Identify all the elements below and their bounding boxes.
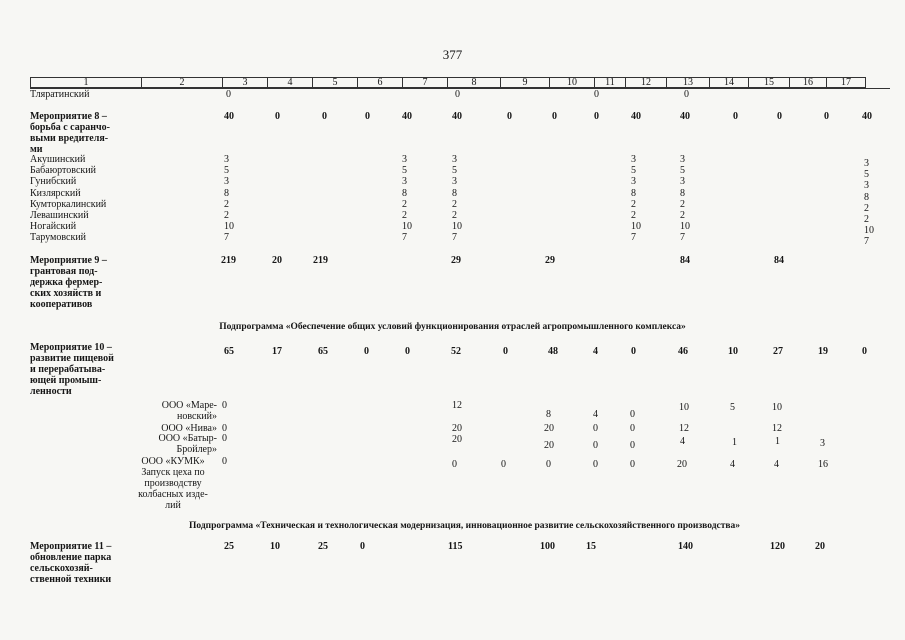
cell-value: 3: [864, 158, 869, 169]
cell-value: 0: [594, 89, 599, 100]
cell-value: 0: [593, 459, 598, 470]
cell-value: 5: [224, 165, 229, 177]
cell-value: 3: [631, 176, 636, 188]
company-name: [128, 456, 218, 511]
company-name-line: ООО «КУМК»: [141, 456, 205, 467]
cell-value: 0: [862, 346, 867, 357]
cell-value: 27: [773, 346, 783, 357]
cell-value: 0: [364, 346, 369, 357]
title-line: развитие пищевой: [30, 353, 114, 364]
col-header-16: 16: [790, 78, 827, 88]
cell-value: 4: [730, 459, 735, 470]
cell-value: 3: [224, 176, 229, 188]
cell-value: 10: [402, 221, 412, 233]
cell-value: 0: [222, 423, 227, 434]
district-values-col3: [224, 154, 234, 244]
company-name-line: Запуск цеха по: [141, 467, 205, 478]
district-values-col8: [452, 154, 462, 244]
title-line: и перерабатыва-: [30, 364, 106, 375]
title-line: борьба с саранчо-: [30, 122, 111, 133]
cell-value: 17: [272, 346, 282, 357]
cell-value: 3: [402, 176, 407, 188]
col-header-14: 14: [710, 78, 749, 88]
cell-value: 46: [678, 346, 688, 357]
cell-value: 2: [402, 210, 407, 222]
cell-value: 8: [402, 187, 407, 199]
company-name-line: ООО «Батыр-: [158, 433, 217, 444]
title-line: Мероприятие 9 –: [30, 255, 107, 266]
cell-value: 0: [222, 433, 227, 444]
district-name: Кизлярский: [30, 187, 81, 199]
col-header-13: 13: [667, 78, 710, 88]
cell-value: 3: [631, 154, 636, 165]
company-name-line: ООО «Маре-: [161, 400, 217, 411]
cell-value: 2: [224, 198, 229, 210]
cell-value: 20: [452, 423, 462, 434]
subprogram-heading: Подпрограмма «Техническая и технологическая модернизация, инновационное развитие сельскохозяйственного производства»: [188, 521, 741, 531]
district-name: Ногайский: [30, 221, 77, 233]
cell-value: 12: [452, 400, 462, 411]
cell-value: 0: [546, 459, 551, 470]
cell-value: 7: [864, 236, 869, 248]
cell-value: 3: [864, 180, 869, 192]
company-name-line: производству: [144, 478, 202, 489]
cell-value: 8: [631, 187, 636, 199]
cell-value: 0: [684, 89, 689, 100]
cell-value: 3: [680, 176, 685, 188]
cell-value: 3: [224, 154, 229, 165]
cell-value: 0: [365, 111, 370, 122]
col-header-3: 3: [223, 78, 268, 88]
cell-value: 7: [452, 232, 457, 244]
company-name-line: ООО «Нива»: [161, 423, 217, 434]
cell-value: 2: [680, 198, 685, 210]
title-line: выми вредителя-: [30, 133, 109, 144]
cell-value: 10: [680, 221, 690, 233]
cell-value: 15: [586, 541, 596, 552]
district-name: Тляратинский: [30, 89, 90, 100]
cell-value: 0: [455, 89, 460, 100]
district-values-col17: [864, 158, 874, 248]
cell-value: 48: [548, 346, 558, 357]
cell-value: 0: [824, 111, 829, 122]
cell-value: 10: [270, 541, 280, 552]
cell-value: 140: [678, 541, 693, 552]
title-line: ющей промыш-: [30, 375, 102, 386]
cell-value: 115: [448, 541, 463, 552]
cell-value: 7: [224, 232, 229, 244]
cell-value: 2: [402, 198, 407, 210]
district-name: Кумторкалинский: [30, 198, 107, 210]
cell-value: 20: [815, 541, 825, 552]
cell-value: 25: [318, 541, 328, 552]
cell-value: 3: [820, 438, 825, 449]
cell-value: 2: [864, 202, 869, 214]
cell-value: 52: [451, 346, 461, 357]
col-header-6: 6: [358, 78, 403, 88]
cell-value: 5: [631, 165, 636, 177]
cell-value: 40: [452, 111, 462, 122]
col-header-5: 5: [313, 78, 358, 88]
cell-value: 0: [630, 423, 635, 434]
cell-value: 219: [313, 255, 328, 266]
cell-value: 0: [507, 111, 512, 122]
cell-value: 0: [594, 111, 599, 122]
cell-value: 20: [544, 423, 554, 434]
cell-value: 10: [728, 346, 738, 357]
cell-value: 40: [402, 111, 412, 122]
cell-value: 20: [544, 440, 554, 451]
col-header-10: 10: [550, 78, 595, 88]
subprogram-heading: Подпрограмма «Обеспечение общих условий функционирования отраслей агропромышленного комплекса»: [219, 322, 686, 332]
cell-value: 10: [772, 402, 782, 413]
cell-value: 20: [272, 255, 282, 266]
col-header-9: 9: [501, 78, 550, 88]
cell-value: 8: [864, 191, 869, 203]
district-name: Левашинский: [30, 210, 89, 222]
cell-value: 5: [680, 165, 685, 177]
cell-value: 3: [452, 176, 457, 188]
cell-value: 1: [732, 437, 737, 448]
cell-value: 10: [224, 221, 234, 233]
title-line: кооперативов: [30, 299, 93, 310]
col-header-15: 15: [749, 78, 790, 88]
cell-value: 2: [631, 210, 636, 222]
title-line: грантовая под-: [30, 266, 98, 277]
activity-title: [30, 255, 107, 310]
title-line: Мероприятие 8 –: [30, 111, 107, 122]
cell-value: 7: [680, 232, 685, 244]
cell-value: 40: [862, 111, 872, 122]
cell-value: 0: [631, 346, 636, 357]
cell-value: 0: [501, 459, 506, 470]
company-name-line: лий: [165, 500, 181, 511]
cell-value: 3: [680, 154, 685, 165]
district-values-col12: [631, 154, 641, 244]
cell-value: 40: [631, 111, 641, 122]
header-rule: [30, 88, 890, 89]
title-line: ленности: [30, 386, 72, 397]
col-header-2: 2: [142, 78, 223, 88]
activity-title: [30, 342, 114, 397]
cell-value: 0: [733, 111, 738, 122]
district-name: Тарумовский: [30, 232, 87, 244]
cell-value: 219: [221, 255, 236, 266]
col-header-11: 11: [595, 78, 626, 88]
company-name-line: Бройлер»: [176, 444, 217, 455]
title-line: ственной техники: [30, 574, 112, 585]
cell-value: 8: [680, 187, 685, 199]
title-line: сельскохозяй-: [30, 563, 93, 574]
cell-value: 2: [452, 198, 457, 210]
cell-value: 7: [402, 232, 407, 244]
cell-value: 5: [402, 165, 407, 177]
title-line: Мероприятие 11 –: [30, 541, 112, 552]
cell-value: 10: [864, 225, 874, 237]
cell-value: 4: [593, 409, 598, 420]
cell-value: 0: [360, 541, 365, 552]
cell-value: 65: [318, 346, 328, 357]
cell-value: 29: [545, 255, 555, 266]
activity-title: [30, 111, 110, 155]
cell-value: 0: [275, 111, 280, 122]
cell-value: 65: [224, 346, 234, 357]
cell-value: 5: [864, 169, 869, 181]
cell-value: 0: [630, 409, 635, 420]
activity-title: [30, 541, 111, 585]
cell-value: 40: [224, 111, 234, 122]
cell-value: 29: [451, 255, 461, 266]
cell-value: 16: [818, 459, 828, 470]
page-number: 377: [442, 47, 463, 62]
cell-value: 8: [546, 409, 551, 420]
company-name: [115, 433, 217, 455]
district-list: [30, 154, 106, 244]
title-line: Мероприятие 10 –: [30, 342, 112, 353]
col-header-12: 12: [626, 78, 667, 88]
col-header-8: 8: [448, 78, 501, 88]
cell-value: 3: [452, 154, 457, 165]
cell-value: 12: [679, 423, 689, 434]
cell-value: 3: [402, 154, 407, 165]
cell-value: 10: [679, 402, 689, 413]
company-name-line: новский»: [176, 411, 217, 422]
cell-value: 0: [630, 440, 635, 451]
column-header-row: [30, 77, 866, 88]
cell-value: 25: [224, 541, 234, 552]
district-name: Акушинский: [30, 154, 86, 165]
col-header-7: 7: [403, 78, 448, 88]
cell-value: 8: [452, 187, 457, 199]
cell-value: 0: [593, 423, 598, 434]
cell-value: 120: [770, 541, 785, 552]
cell-value: 4: [680, 436, 685, 447]
cell-value: 10: [452, 221, 462, 233]
col-header-1: 1: [31, 78, 142, 88]
cell-value: 0: [552, 111, 557, 122]
cell-value: 0: [222, 456, 227, 467]
cell-value: 2: [631, 198, 636, 210]
cell-value: 2: [864, 214, 869, 226]
title-line: держка фермер-: [30, 277, 103, 288]
cell-value: 1: [775, 436, 780, 447]
district-name: Гунибский: [30, 176, 77, 188]
col-header-17: 17: [827, 78, 866, 88]
cell-value: 5: [452, 165, 457, 177]
district-values-col7: [402, 154, 412, 244]
cell-value: 84: [774, 255, 784, 266]
cell-value: 0: [322, 111, 327, 122]
cell-value: 8: [224, 187, 229, 199]
cell-value: 100: [540, 541, 555, 552]
cell-value: 2: [680, 210, 685, 222]
cell-value: 20: [677, 459, 687, 470]
cell-value: 0: [593, 440, 598, 451]
district-name: Бабаюртовский: [30, 165, 96, 177]
col-header-4: 4: [268, 78, 313, 88]
cell-value: 0: [503, 346, 508, 357]
cell-value: 12: [772, 423, 782, 434]
company-name-line: колбасных изде-: [138, 489, 208, 500]
cell-value: 5: [730, 402, 735, 413]
cell-value: 0: [630, 459, 635, 470]
cell-value: 4: [593, 346, 598, 357]
company-name: [115, 400, 217, 422]
cell-value: 0: [452, 459, 457, 470]
cell-value: 4: [774, 459, 779, 470]
title-line: обновление парка: [30, 552, 112, 563]
cell-value: 0: [226, 89, 231, 100]
district-values-col13: [680, 154, 690, 244]
cell-value: 0: [777, 111, 782, 122]
cell-value: 19: [818, 346, 828, 357]
title-line: ми: [30, 144, 43, 155]
cell-value: 7: [631, 232, 636, 244]
cell-value: 84: [680, 255, 690, 266]
cell-value: 20: [452, 434, 462, 445]
cell-value: 0: [405, 346, 410, 357]
title-line: ских хозяйств и: [30, 288, 102, 299]
cell-value: 0: [222, 400, 227, 411]
cell-value: 40: [680, 111, 690, 122]
cell-value: 10: [631, 221, 641, 233]
cell-value: 2: [452, 210, 457, 222]
cell-value: 2: [224, 210, 229, 222]
